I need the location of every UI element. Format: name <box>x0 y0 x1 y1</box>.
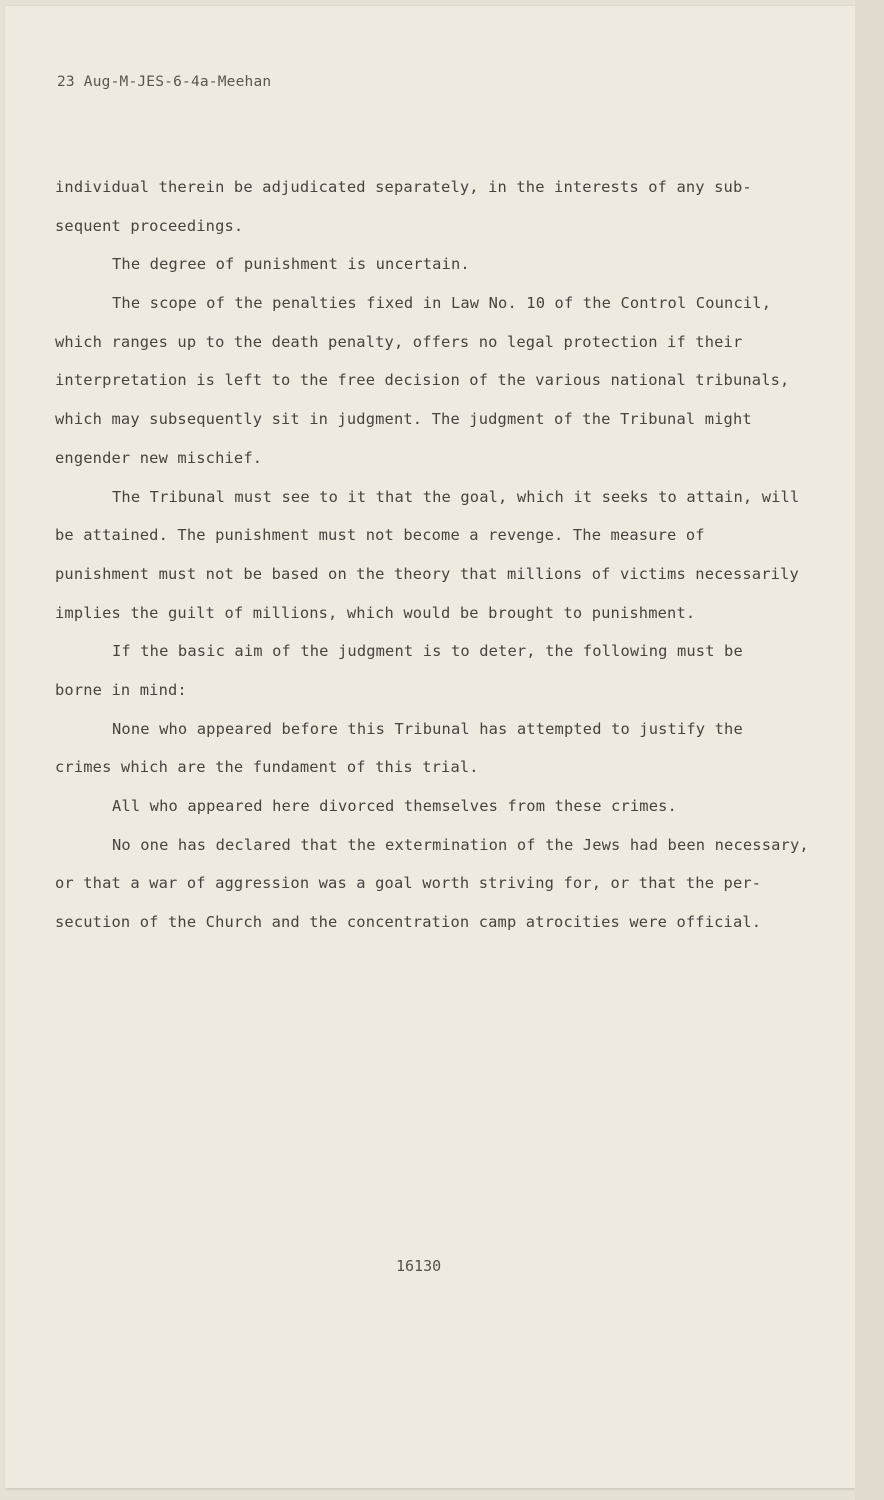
text-line: engender new mischief. <box>55 448 263 467</box>
document-body <box>55 168 845 942</box>
text-line: All who appeared here divorced themselves from these crimes. <box>112 797 677 815</box>
text-line: which may subsequently sit in judgment. The judgment of the Tribunal might <box>55 410 752 429</box>
text-line: be attained. The punishment must not become a revenge. The measure of <box>55 526 705 545</box>
text-line: The Tribunal must see to it that the goal, which it seeks to attain, will <box>112 487 800 506</box>
text-line: The degree of punishment is uncertain. <box>112 255 470 274</box>
text-line: No one has declared that the extermination of the Jews had been necessary, <box>112 835 809 854</box>
text-line: implies the guilt of millions, which would be brought to punishment. <box>55 603 696 622</box>
page-number: 16130 <box>396 1257 442 1275</box>
document-header: 23 Aug-M-JES-6-4a-Meehan <box>57 74 272 90</box>
text-line: borne in mind: <box>55 680 187 699</box>
text-line: sequent proceedings. <box>55 216 244 235</box>
text-line: interpretation is left to the free decision of the various national tribunals, <box>55 371 790 390</box>
text-line: or that a war of aggression was a goal worth striving for, or that the per- <box>55 874 762 893</box>
text-line: individual therein be adjudicated separately, in the interests of any sub- <box>55 178 752 196</box>
page-edge <box>855 0 884 1500</box>
text-line: which ranges up to the death penalty, offers no legal protection if their <box>55 332 743 351</box>
text-line: None who appeared before this Tribunal has attempted to justify the <box>112 719 743 738</box>
text-line: secution of the Church and the concentration camp atrocities were official. <box>55 913 762 932</box>
text-line: If the basic aim of the judgment is to deter, the following must be <box>112 642 743 661</box>
text-line: punishment must not be based on the theory that millions of victims necessarily <box>55 564 799 583</box>
text-line: The scope of the penalties fixed in Law No. 10 of the Control Council, <box>112 294 772 313</box>
text-line: crimes which are the fundament of this trial. <box>55 758 479 777</box>
